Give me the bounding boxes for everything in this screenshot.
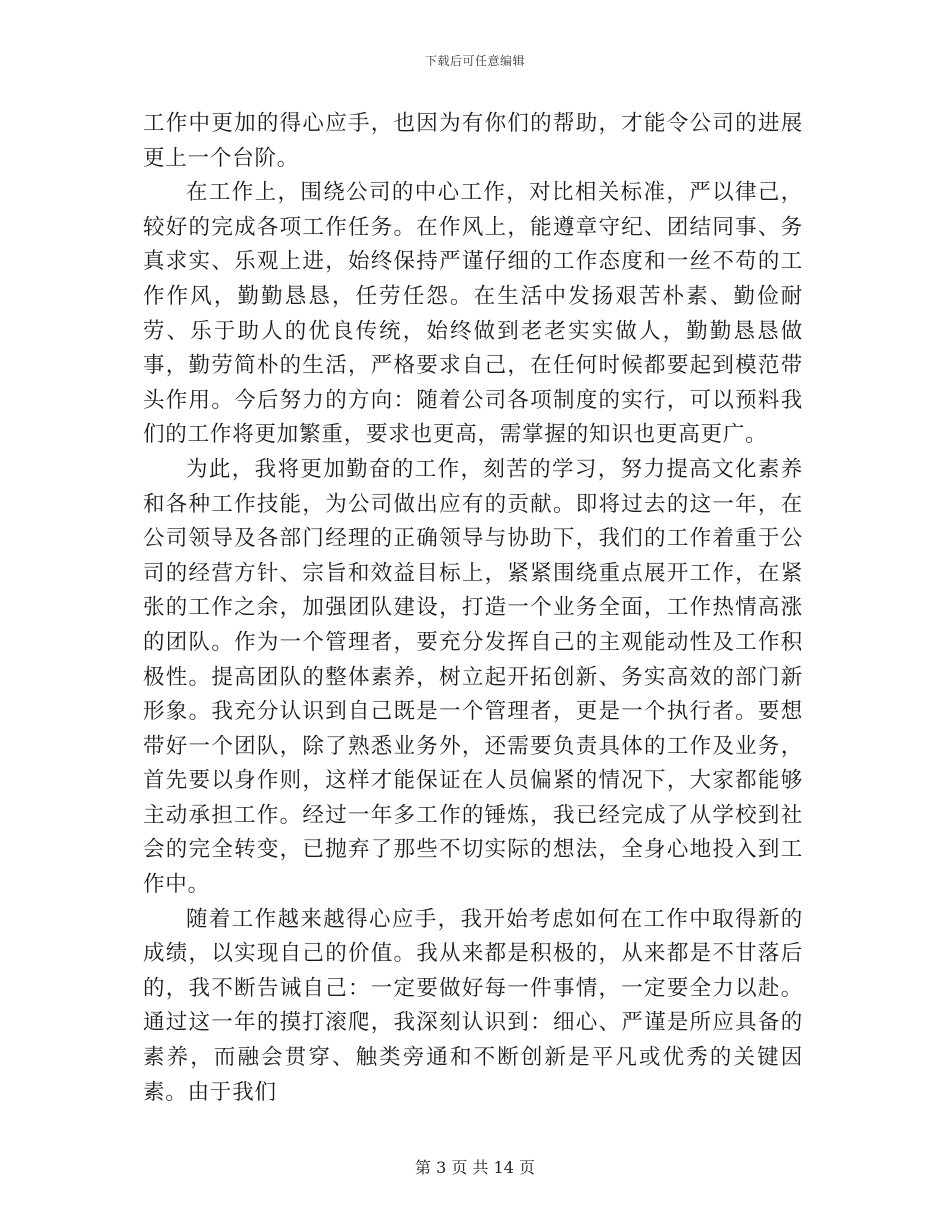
document-body xyxy=(143,107,803,1110)
paragraph-4: 随着工作越来越得心应手，我开始考虑如何在工作中取得新的成绩，以实现自己的价值。我从来都是积极的，从来都是不甘落后的，我不断告诫自己：一定要做好每一件事情，一定要全力以赴。通过这一年的摸打滚爬，我深刻认识到：细心、严谨是所应具备的素养，而融会贯穿、触类旁通和不断创新是平凡或优秀的关键因素。由于我们 xyxy=(143,906,803,1105)
paragraph-1: 工作中更加的得心应手，也因为有你们的帮助，才能令公司的进展更上一个台阶。 xyxy=(143,111,803,171)
paragraph-2: 在工作上，围绕公司的中心工作，对比相关标准，严以律己，较好的完成各项工作任务。在作风上，能遵章守纪、团结同事、务真求实、乐观上进，始终保持严谨仔细的工作态度和一丝不苟的工作作风，勤勤恳恳，任劳任怨。在生活中发扬艰苦朴素、勤俭耐劳、乐于助人的优良传统，始终做到老老实实做人，勤勤恳恳做事，勤劳简朴的生活，严格要求自己，在任何时候都要起到模范带头作用。今后努力的方向：随着公司各项制度的实行，可以预料我们的工作将更加繁重，要求也更高，需掌握的知识也更高更广。 xyxy=(143,180,803,448)
page-header: 下载后可任意编辑 xyxy=(424,54,525,68)
paragraph-3: 为此，我将更加勤奋的工作，刻苦的学习，努力提高文化素养和各种工作技能，为公司做出应有的贡献。即将过去的这一年，在公司领导及各部门经理的正确领导与协助下，我们的工作着重于公司的经营方针、宗旨和效益目标上，紧紧围绕重点展开工作，在紧张的工作之余，加强团队建设，打造一个业务全面，工作热情高涨的团队。作为一个管理者，要充分发挥自己的主观能动性及工作积极性。提高团队的整体素养，树立起开拓创新、务实高效的部门新形象。我充分认识到自己既是一个管理者，更是一个执行者。要想带好一个团队，除了熟悉业务外，还需要负责具体的工作及业务，首先要以身作则，这样才能保证在人员偏紧的情况下，大家都能够主动承担工作。经过一年多工作的锤炼，我已经完成了从学校到社会的完全转变，已抛弃了那些不切实际的想法，全身心地投入到工作中。 xyxy=(143,456,803,898)
page-footer: 第 3 页 共 14 页 xyxy=(415,1158,535,1177)
